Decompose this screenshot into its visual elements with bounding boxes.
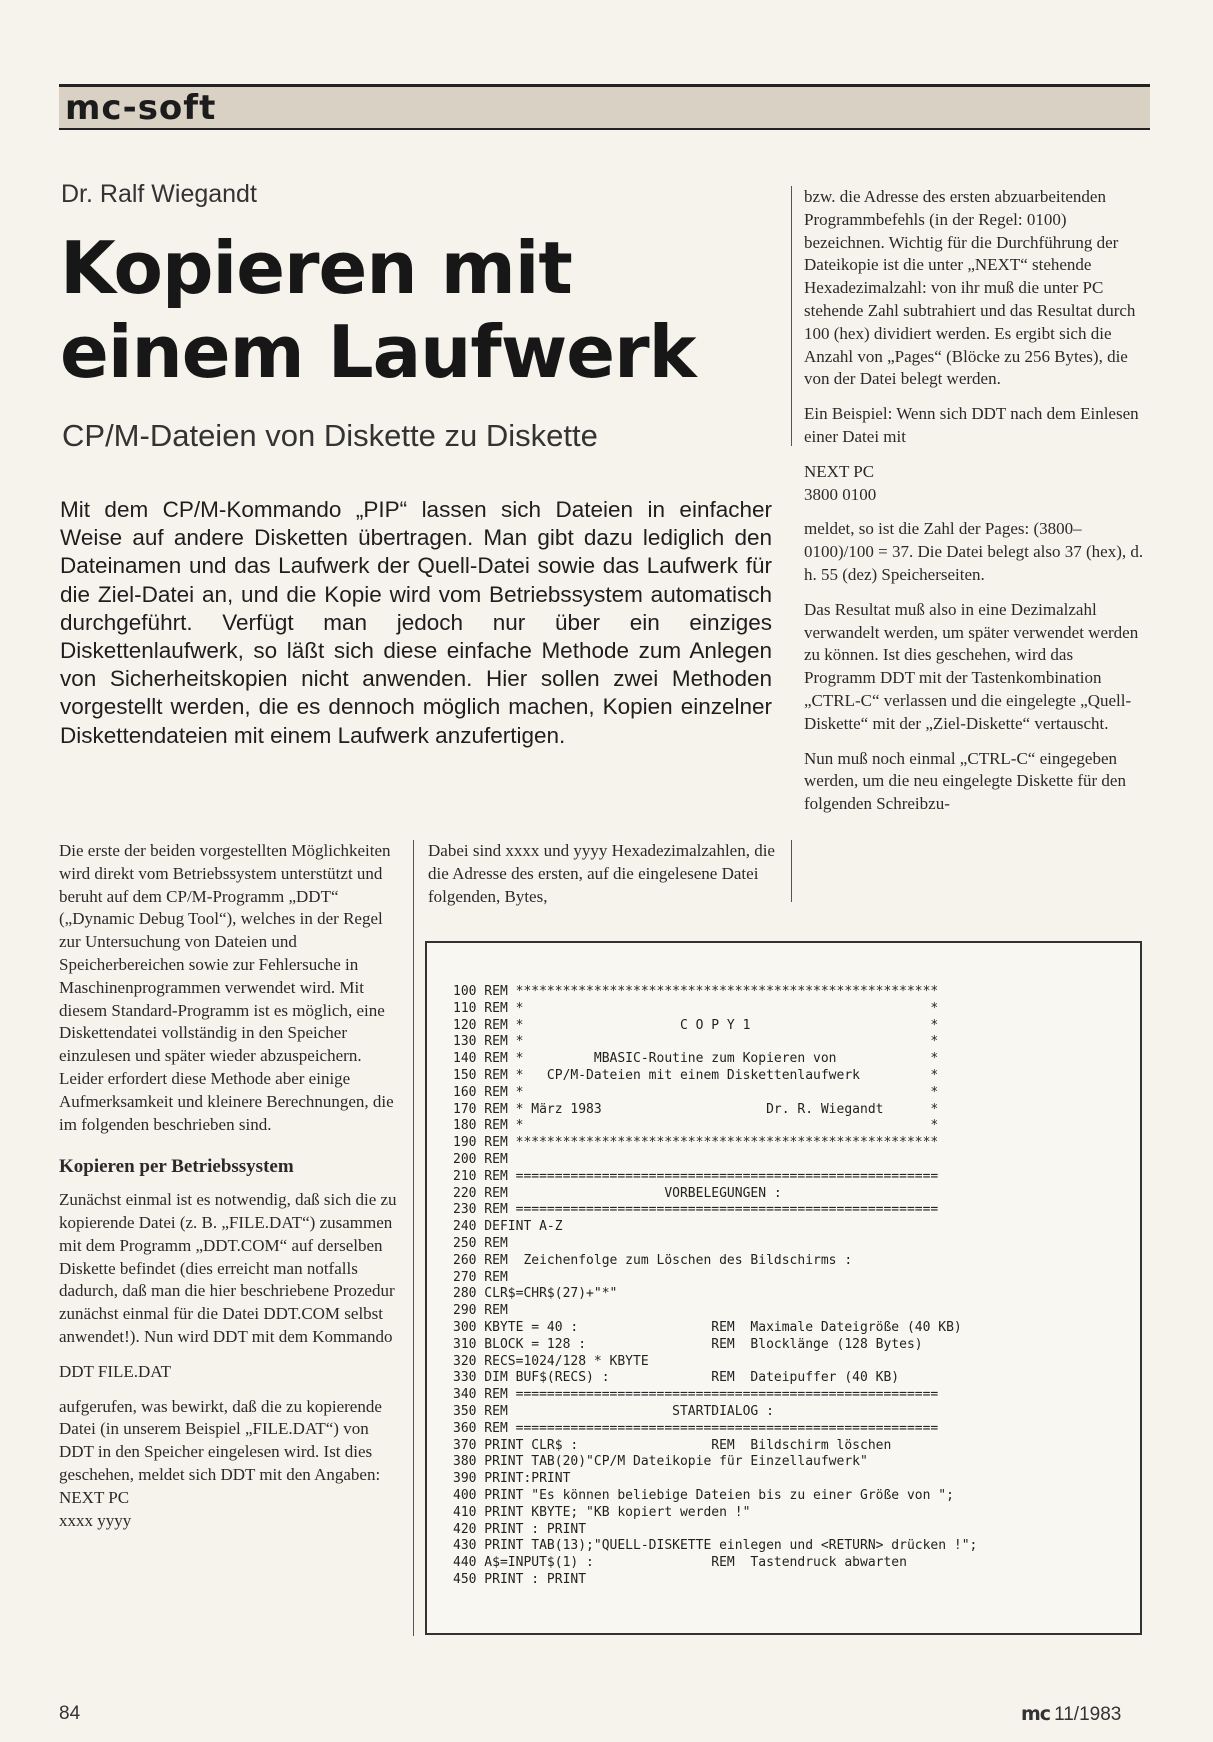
article-headline	[60, 226, 780, 394]
program-listing	[425, 941, 1142, 1635]
issue-label: 11/1983	[1054, 1704, 1122, 1725]
ddt-output-header: NEXT PC	[59, 1487, 130, 1507]
right-para-4: Das Resultat muß also in eine Dezimalzahl verwandelt werden, um später verwendet werden zu können. Ist dies geschehen, wird das Programm DDT mit der Tastenkombination „CTRL-C“ verlassen und die eingelegte „Quell-Diskette“ mit der „Ziel-Diskette“ vertauscht.	[804, 599, 1139, 733]
listing-code	[453, 984, 977, 1589]
listing-line: 140 REM * MBASIC-Routine zum Kopieren von *	[453, 1051, 939, 1067]
mc-logo: mc	[1021, 1703, 1051, 1725]
listing-line: 330 DIM BUF$(RECS) : REM Dateipuffer (40 KB)	[453, 1370, 900, 1386]
listing-line: 190 REM ******************************************************	[453, 1135, 939, 1151]
lead-paragraph: Mit dem CP/M-Kommando „PIP“ lassen sich Dateien in einfacher Weise auf andere Disketten übertragen. Man gibt dazu lediglich den Dateinamen und das Laufwerk der Quell-Datei sowie das Laufwerk für die Ziel-Datei an, und die Kopie wird vom Betriebssystem automatisch durchgeführt. Verfügt man jedoch nur über ein einziges Diskettenlaufwerk, so läßt sich diese einfache Methode zum Anlegen von Sicherheitskopien nicht anwenden. Hier sollen zwei Methoden vorgestellt werden, die es dennoch möglich machen, Kopien einzelner Diskettendateien mit einem Laufwerk anzufertigen.	[60, 497, 772, 748]
right-para-1: bzw. die Adresse des ersten abzuarbeitenden Programmbefehls (in der Regel: 0100) bezeichnen. Wichtig für die Durchführung der Dateikopie ist die unter „NEXT“ stehende Hexadezimalzahl: von ihr muß die unter PC stehende Zahl subtrahiert und das Resultat durch 100 (hex) dividiert werden. Es ergibt sich die Anzahl von „Pages“ (Blöcke zu 256 Bytes), die von der Datei belegt werden.	[804, 187, 1136, 389]
left-column	[59, 840, 403, 1532]
right-column	[804, 186, 1149, 828]
listing-line: 150 REM * CP/M-Dateien mit einem Diskettenlaufwerk *	[453, 1067, 939, 1083]
left-para-1: Die erste der beiden vorgestellten Möglichkeiten wird direkt vom Betriebssystem unterstützt und beruht auf dem CP/M-Programm „DDT“ („Dynamic Debug Tool“), welches in der Regel zur Untersuchung von Dateien und Speicherbereichen sowie zur Fehlersuche in Maschinenprogrammen verwendet wird. Mit diesem Standard-Programm ist es möglich, eine Diskettendatei vollständig in den Speicher einzulesen und später wieder abzuspeichern. Leider erfordert diese Methode aber einige Aufmerksamkeit und kleinere Berechnungen, die im folgenden beschrieben sind.	[59, 841, 394, 1134]
right-example-1: NEXT PC	[804, 461, 875, 481]
listing-line: 390 PRINT:PRINT	[453, 1471, 571, 1487]
column-rule-right	[791, 840, 792, 902]
listing-line: 340 REM ======================================================	[453, 1387, 939, 1403]
listing-line: 120 REM * C O P Y 1 *	[453, 1017, 939, 1033]
listing-line: 260 REM Zeichenfolge zum Löschen des Bildschirms :	[453, 1252, 853, 1268]
right-para-3: meldet, so ist die Zahl der Pages: (3800–0100)/100 = 37. Die Datei belegt also 37 (hex), d. h. 55 (dez) Speicherseiten.	[804, 519, 1144, 584]
listing-line: 400 PRINT "Es können beliebige Dateien bis zu einer Größe von ";	[453, 1487, 954, 1503]
article-subtitle: CP/M-Dateien von Diskette zu Diskette	[62, 418, 598, 453]
middle-para-1: Dabei sind xxxx und yyyy Hexadezimalzahlen, die die Adresse des ersten, auf die eingelesene Datei folgenden, Bytes,	[428, 841, 775, 906]
headline-line-2: einem Laufwerk	[60, 310, 696, 394]
issue-footer	[1021, 1703, 1121, 1726]
subheading: Kopieren per Betriebssystem	[59, 1156, 294, 1178]
middle-column	[428, 840, 778, 920]
left-para-2: Zunächst einmal ist es notwendig, daß sich die zu kopierende Datei (z. B. „FILE.DAT“) zusammen mit dem Programm „DDT.COM“ auf derselben Diskette befindet (dies erreicht man notfalls dadurch, daß man die hier beschriebene Prozedur zunächst einmal für die Datei DDT.COM selbst anwendet!). Nun wird DDT mit dem Kommando	[59, 1190, 397, 1346]
listing-line: 410 PRINT KBYTE; "KB kopiert werden !"	[453, 1504, 751, 1520]
section-tag: mc-soft	[65, 88, 217, 128]
ddt-output-values: xxxx yyyy	[59, 1510, 132, 1530]
listing-line: 290 REM	[453, 1303, 508, 1319]
listing-line: 250 REM	[453, 1235, 508, 1251]
author-line: Dr. Ralf Wiegandt	[61, 180, 257, 208]
listing-line: 310 BLOCK = 128 : REM Blocklänge (128 Bytes)	[453, 1336, 923, 1352]
listing-line: 370 PRINT CLR$ : REM Bildschirm löschen	[453, 1437, 892, 1453]
listing-line: 210 REM ======================================================	[453, 1168, 939, 1184]
left-para-3: aufgerufen, was bewirkt, daß die zu kopierende Datei (in unserem Beispiel „FILE.DAT“) von DDT in den Speicher eingelesen wird. Ist dies geschehen, meldet sich DDT mit den Angaben:	[59, 1396, 382, 1484]
listing-line: 100 REM ******************************************************	[453, 984, 939, 999]
headline-line-1: Kopieren mit	[60, 226, 572, 310]
listing-line: 440 A$=INPUT$(1) : REM Tastendruck abwarten	[453, 1555, 907, 1571]
listing-line: 110 REM * *	[453, 1000, 939, 1016]
listing-line: 420 PRINT : PRINT	[453, 1521, 587, 1537]
listing-line: 300 KBYTE = 40 : REM Maximale Dateigröße (40 KB)	[453, 1319, 962, 1335]
listing-line: 380 PRINT TAB(20)"CP/M Dateikopie für Einzellaufwerk"	[453, 1454, 868, 1470]
column-rule-top	[791, 186, 792, 446]
listing-line: 170 REM * März 1983 Dr. R. Wiegandt *	[453, 1101, 939, 1117]
listing-line: 200 REM	[453, 1151, 508, 1167]
listing-line: 180 REM * *	[453, 1118, 939, 1134]
listing-line: 130 REM * *	[453, 1034, 939, 1050]
listing-line: 430 PRINT TAB(13);"QUELL-DISKETTE einlegen und <RETURN> drücken !";	[453, 1538, 978, 1554]
listing-line: 240 DEFINT A-Z	[453, 1219, 563, 1235]
page-number: 84	[59, 1703, 81, 1724]
listing-line: 360 REM ======================================================	[453, 1420, 939, 1436]
section-banner	[59, 84, 1150, 130]
listing-line: 350 REM STARTDIALOG :	[453, 1403, 774, 1419]
command-line: DDT FILE.DAT	[59, 1361, 172, 1381]
listing-line: 220 REM VORBELEGUNGEN :	[453, 1185, 782, 1201]
right-example-2: 3800 0100	[804, 484, 877, 504]
listing-line: 450 PRINT : PRINT	[453, 1571, 587, 1587]
right-para-5: Nun muß noch einmal „CTRL-C“ eingegeben werden, um die neu eingelegte Diskette für den folgenden Schreibzu-	[804, 748, 1126, 814]
listing-line: 320 RECS=1024/128 * KBYTE	[453, 1353, 649, 1369]
listing-line: 230 REM ======================================================	[453, 1202, 939, 1218]
listing-line: 270 REM	[453, 1269, 508, 1285]
column-rule-left	[413, 840, 414, 1636]
listing-line: 160 REM * *	[453, 1084, 939, 1100]
listing-line: 280 CLR$=CHR$(27)+"*"	[453, 1286, 618, 1302]
right-para-2: Ein Beispiel: Wenn sich DDT nach dem Einlesen einer Datei mit	[804, 404, 1139, 446]
